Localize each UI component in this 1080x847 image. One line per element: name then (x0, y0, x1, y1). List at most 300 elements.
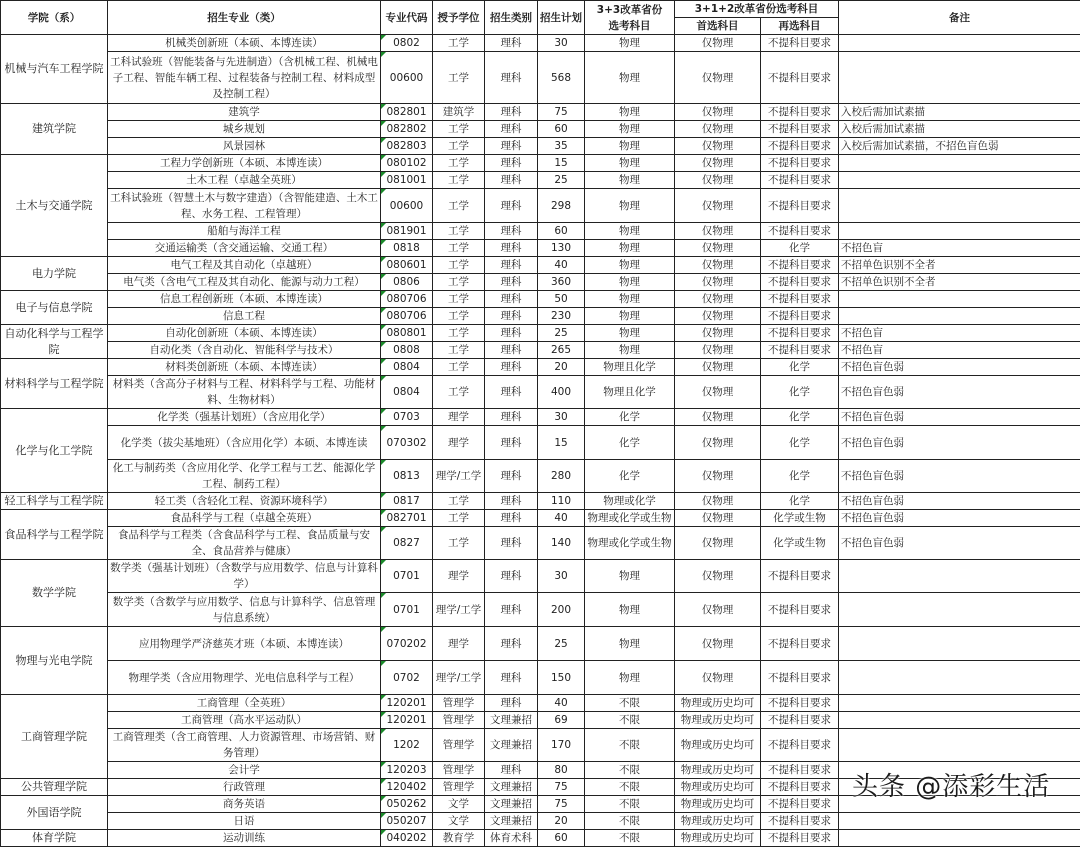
plan-cell: 30 (538, 35, 585, 52)
second-subject-cell: 不提科目要求 (761, 762, 839, 779)
note-cell: 不招色盲色弱 (839, 376, 1080, 409)
table-row (1, 189, 1080, 223)
category-cell: 理科 (485, 762, 538, 779)
degree-cell: 管理学 (433, 695, 485, 712)
plan-cell: 265 (538, 342, 585, 359)
table-row (1, 308, 1080, 325)
first-subject-cell: 仅物理 (675, 493, 761, 510)
note-cell (839, 661, 1080, 695)
second-subject-cell: 不提科目要求 (761, 627, 839, 661)
code-cell: 0818 (381, 240, 433, 257)
second-subject-cell: 不提科目要求 (761, 223, 839, 240)
table-row (1, 460, 1080, 493)
first-subject-cell: 仅物理 (675, 257, 761, 274)
category-cell: 体育术科 (485, 830, 538, 847)
second-subject-cell: 不提科目要求 (761, 695, 839, 712)
code-cell: 080706 (381, 291, 433, 308)
table-row (1, 813, 1080, 830)
major-cell: 化学类（拔尖基地班）（含应用化学）本硕、本博连读 (108, 426, 381, 460)
header-reform312: 3+1+2改革省份选考科目 (675, 1, 839, 18)
note-cell (839, 172, 1080, 189)
header-major: 招生专业（类） (108, 1, 381, 35)
reform33-subject-cell: 不限 (585, 729, 675, 762)
degree-cell: 工学 (433, 138, 485, 155)
reform33-subject-cell: 不限 (585, 796, 675, 813)
college-cell: 化学与化工学院 (1, 409, 108, 493)
plan-cell: 568 (538, 52, 585, 104)
code-cell: 120201 (381, 712, 433, 729)
second-subject-cell: 不提科目要求 (761, 35, 839, 52)
note-cell (839, 712, 1080, 729)
major-cell: 自动化创新班（本硕、本博连读） (108, 325, 381, 342)
plan-cell: 30 (538, 409, 585, 426)
college-cell: 自动化科学与工程学院 (1, 325, 108, 359)
major-cell: 工商管理（全英班） (108, 695, 381, 712)
code-cell: 070302 (381, 426, 433, 460)
second-subject-cell: 化学 (761, 376, 839, 409)
note-cell: 入校后需加试素描 (839, 121, 1080, 138)
second-subject-cell: 不提科目要求 (761, 155, 839, 172)
reform33-subject-cell: 物理 (585, 121, 675, 138)
category-cell: 文理兼招 (485, 796, 538, 813)
major-cell: 材料类创新班（本硕、本博连读） (108, 359, 381, 376)
first-subject-cell: 仅物理 (675, 560, 761, 593)
code-cell: 080706 (381, 308, 433, 325)
watermark: 头条 @添彩生活 (852, 766, 1050, 803)
code-cell: 00600 (381, 52, 433, 104)
table-row (1, 593, 1080, 627)
major-cell: 工商管理（高水平运动队） (108, 712, 381, 729)
major-cell: 轻工类（含轻化工程、资源环境科学） (108, 493, 381, 510)
major-cell: 应用物理学严济慈英才班（本硕、本博连读） (108, 627, 381, 661)
category-cell: 理科 (485, 342, 538, 359)
reform33-subject-cell: 不限 (585, 695, 675, 712)
reform33-subject-cell: 物理 (585, 627, 675, 661)
major-cell: 食品科学与工程类（含食品科学与工程、食品质量与安全、食品营养与健康） (108, 527, 381, 560)
reform33-subject-cell: 物理 (585, 52, 675, 104)
code-cell: 082802 (381, 121, 433, 138)
category-cell: 理科 (485, 223, 538, 240)
degree-cell: 管理学 (433, 779, 485, 796)
degree-cell: 工学 (433, 257, 485, 274)
table-row (1, 627, 1080, 661)
degree-cell: 工学 (433, 376, 485, 409)
college-cell: 公共管理学院 (1, 779, 108, 796)
major-cell: 化学类（强基计划班）（含应用化学） (108, 409, 381, 426)
header-code: 专业代码 (381, 1, 433, 35)
second-subject-cell: 不提科目要求 (761, 593, 839, 627)
code-cell: 0813 (381, 460, 433, 493)
first-subject-cell: 仅物理 (675, 593, 761, 627)
reform33-subject-cell: 物理且化学 (585, 376, 675, 409)
code-cell: 081001 (381, 172, 433, 189)
reform33-subject-cell: 物理 (585, 189, 675, 223)
header-notes: 备注 (839, 1, 1080, 35)
table-row (1, 35, 1080, 52)
plan-cell: 140 (538, 527, 585, 560)
code-cell: 082803 (381, 138, 433, 155)
second-subject-cell: 化学或生物 (761, 527, 839, 560)
degree-cell: 工学 (433, 527, 485, 560)
code-cell: 120402 (381, 779, 433, 796)
category-cell: 理科 (485, 627, 538, 661)
note-cell: 不招色盲色弱 (839, 426, 1080, 460)
plan-cell: 170 (538, 729, 585, 762)
note-cell (839, 560, 1080, 593)
code-cell: 0817 (381, 493, 433, 510)
category-cell: 理科 (485, 257, 538, 274)
degree-cell: 教育学 (433, 830, 485, 847)
table-row (1, 257, 1080, 274)
reform33-subject-cell: 物理 (585, 223, 675, 240)
second-subject-cell: 不提科目要求 (761, 189, 839, 223)
first-subject-cell: 物理或历史均可 (675, 712, 761, 729)
first-subject-cell: 仅物理 (675, 325, 761, 342)
degree-cell: 工学 (433, 35, 485, 52)
degree-cell: 工学 (433, 274, 485, 291)
note-cell (839, 291, 1080, 308)
major-cell: 化工与制药类（含应用化学、化学工程与工艺、能源化学工程、制药工程） (108, 460, 381, 493)
reform33-subject-cell: 物理 (585, 593, 675, 627)
table-row (1, 172, 1080, 189)
plan-cell: 30 (538, 560, 585, 593)
category-cell: 理科 (485, 189, 538, 223)
major-cell: 工商管理类（含工商管理、人力资源管理、市场营销、财务管理） (108, 729, 381, 762)
second-subject-cell: 不提科目要求 (761, 325, 839, 342)
header-reform33 (585, 1, 675, 35)
note-cell: 不招色盲 (839, 325, 1080, 342)
category-cell: 理科 (485, 493, 538, 510)
plan-cell: 400 (538, 376, 585, 409)
first-subject-cell: 仅物理 (675, 376, 761, 409)
category-cell: 理科 (485, 593, 538, 627)
reform33-subject-cell: 物理 (585, 35, 675, 52)
first-subject-cell: 物理或历史均可 (675, 813, 761, 830)
category-cell: 理科 (485, 527, 538, 560)
first-subject-cell: 物理或历史均可 (675, 796, 761, 813)
reform33-subject-cell: 物理 (585, 274, 675, 291)
major-cell: 数学类（含数学与应用数学、信息与计算科学、信息管理与信息系统） (108, 593, 381, 627)
table-row (1, 325, 1080, 342)
second-subject-cell: 不提科目要求 (761, 274, 839, 291)
second-subject-cell: 不提科目要求 (761, 661, 839, 695)
second-subject-cell: 不提科目要求 (761, 104, 839, 121)
code-cell: 050207 (381, 813, 433, 830)
note-cell: 入校后需加试素描 (839, 104, 1080, 121)
table-row (1, 695, 1080, 712)
reform33-subject-cell: 物理 (585, 325, 675, 342)
reform33-subject-cell: 物理 (585, 138, 675, 155)
major-cell: 自动化类（含自动化、智能科学与技术） (108, 342, 381, 359)
note-cell: 不招色盲 (839, 240, 1080, 257)
degree-cell: 工学 (433, 291, 485, 308)
plan-cell: 200 (538, 593, 585, 627)
code-cell: 0806 (381, 274, 433, 291)
plan-cell: 50 (538, 291, 585, 308)
code-cell: 120203 (381, 762, 433, 779)
note-cell: 入校后需加试素描，不招色盲色弱 (839, 138, 1080, 155)
major-cell: 土木工程（卓越全英班） (108, 172, 381, 189)
code-cell: 0804 (381, 376, 433, 409)
major-cell: 电气类（含电气工程及其自动化、能源与动力工程） (108, 274, 381, 291)
category-cell: 理科 (485, 661, 538, 695)
first-subject-cell: 物理或历史均可 (675, 830, 761, 847)
table-row (1, 342, 1080, 359)
reform33-subject-cell: 化学 (585, 460, 675, 493)
reform33-subject-cell: 物理或化学或生物 (585, 527, 675, 560)
category-cell: 理科 (485, 274, 538, 291)
degree-cell: 管理学 (433, 712, 485, 729)
table-body (1, 35, 1080, 847)
table-row (1, 527, 1080, 560)
category-cell: 理科 (485, 52, 538, 104)
header-college: 学院（系） (1, 1, 108, 35)
second-subject-cell: 不提科目要求 (761, 291, 839, 308)
major-cell: 日语 (108, 813, 381, 830)
first-subject-cell: 仅物理 (675, 460, 761, 493)
code-cell: 070202 (381, 627, 433, 661)
reform33-subject-cell: 物理 (585, 342, 675, 359)
table-row (1, 121, 1080, 138)
degree-cell: 建筑学 (433, 104, 485, 121)
reform33-subject-cell: 物理 (585, 661, 675, 695)
note-cell: 不招单色识别不全者 (839, 274, 1080, 291)
reform33-subject-cell: 物理 (585, 560, 675, 593)
note-cell (839, 593, 1080, 627)
note-cell (839, 627, 1080, 661)
category-cell: 理科 (485, 308, 538, 325)
first-subject-cell: 仅物理 (675, 510, 761, 527)
second-subject-cell: 不提科目要求 (761, 308, 839, 325)
reform33-subject-cell: 物理 (585, 155, 675, 172)
reform33-subject-cell: 物理 (585, 291, 675, 308)
second-subject-cell: 不提科目要求 (761, 560, 839, 593)
plan-cell: 15 (538, 426, 585, 460)
second-subject-cell: 不提科目要求 (761, 729, 839, 762)
college-cell: 工商管理学院 (1, 695, 108, 779)
second-subject-cell: 化学 (761, 359, 839, 376)
code-cell: 0802 (381, 35, 433, 52)
first-subject-cell: 仅物理 (675, 426, 761, 460)
plan-cell: 280 (538, 460, 585, 493)
second-subject-cell: 不提科目要求 (761, 138, 839, 155)
table-row (1, 104, 1080, 121)
reform33-subject-cell: 物理或化学 (585, 493, 675, 510)
degree-cell: 工学 (433, 240, 485, 257)
table-row (1, 426, 1080, 460)
note-cell: 不招色盲色弱 (839, 359, 1080, 376)
first-subject-cell: 仅物理 (675, 359, 761, 376)
header-plan: 招生计划 (538, 1, 585, 35)
first-subject-cell: 仅物理 (675, 35, 761, 52)
reform33-subject-cell: 物理 (585, 172, 675, 189)
category-cell: 文理兼招 (485, 779, 538, 796)
major-cell: 食品科学与工程（卓越全英班） (108, 510, 381, 527)
code-cell: 00600 (381, 189, 433, 223)
header-second-subject: 再选科目 (761, 18, 839, 35)
category-cell: 理科 (485, 359, 538, 376)
note-cell: 不招色盲色弱 (839, 527, 1080, 560)
table-row (1, 223, 1080, 240)
code-cell: 080601 (381, 257, 433, 274)
table-row (1, 560, 1080, 593)
code-cell: 080801 (381, 325, 433, 342)
second-subject-cell: 不提科目要求 (761, 172, 839, 189)
degree-cell: 工学 (433, 189, 485, 223)
note-cell: 不招色盲色弱 (839, 409, 1080, 426)
major-cell: 运动训练 (108, 830, 381, 847)
degree-cell: 文学 (433, 813, 485, 830)
college-cell: 食品科学与工程学院 (1, 510, 108, 560)
category-cell: 理科 (485, 172, 538, 189)
first-subject-cell: 仅物理 (675, 308, 761, 325)
plan-cell: 150 (538, 661, 585, 695)
category-cell: 理科 (485, 155, 538, 172)
major-cell: 工程力学创新班（本硕、本博连读） (108, 155, 381, 172)
major-cell: 会计学 (108, 762, 381, 779)
second-subject-cell: 化学 (761, 240, 839, 257)
note-cell (839, 155, 1080, 172)
second-subject-cell: 不提科目要求 (761, 257, 839, 274)
plan-cell: 230 (538, 308, 585, 325)
degree-cell: 理学/工学 (433, 661, 485, 695)
second-subject-cell: 不提科目要求 (761, 712, 839, 729)
plan-cell: 20 (538, 359, 585, 376)
note-cell: 不招色盲色弱 (839, 460, 1080, 493)
note-cell (839, 308, 1080, 325)
note-cell (839, 35, 1080, 52)
reform33-subject-cell: 不限 (585, 762, 675, 779)
plan-cell: 40 (538, 510, 585, 527)
reform33-subject-cell: 不限 (585, 779, 675, 796)
note-cell (839, 52, 1080, 104)
first-subject-cell: 仅物理 (675, 342, 761, 359)
note-cell (839, 830, 1080, 847)
table-row (1, 274, 1080, 291)
table-row (1, 155, 1080, 172)
code-cell: 080102 (381, 155, 433, 172)
major-cell: 机械类创新班（本硕、本博连读） (108, 35, 381, 52)
header-reform33-line1: 3+3改革省份 (586, 2, 673, 18)
plan-cell: 75 (538, 104, 585, 121)
category-cell: 理科 (485, 104, 538, 121)
degree-cell: 工学 (433, 223, 485, 240)
major-cell: 工科试验班（智慧土木与数字建造）（含智能建造、土木工程、水务工程、工程管理） (108, 189, 381, 223)
second-subject-cell: 不提科目要求 (761, 52, 839, 104)
first-subject-cell: 仅物理 (675, 172, 761, 189)
degree-cell: 工学 (433, 308, 485, 325)
plan-cell: 298 (538, 189, 585, 223)
code-cell: 0808 (381, 342, 433, 359)
plan-cell: 360 (538, 274, 585, 291)
table-row (1, 240, 1080, 257)
plan-cell: 25 (538, 172, 585, 189)
table-row (1, 376, 1080, 409)
table-row (1, 138, 1080, 155)
second-subject-cell: 不提科目要求 (761, 121, 839, 138)
plan-cell: 40 (538, 257, 585, 274)
category-cell: 文理兼招 (485, 813, 538, 830)
major-cell: 材料类（含高分子材料与工程、材料科学与工程、功能材料、生物材料） (108, 376, 381, 409)
degree-cell: 工学 (433, 359, 485, 376)
category-cell: 理科 (485, 35, 538, 52)
major-cell: 工科试验班（智能装备与先进制造）（含机械工程、机械电子工程、智能车辆工程、过程装备与控制工程、材料成型及控制工程） (108, 52, 381, 104)
header-degree: 授予学位 (433, 1, 485, 35)
first-subject-cell: 仅物理 (675, 527, 761, 560)
major-cell: 船舶与海洋工程 (108, 223, 381, 240)
college-cell: 电力学院 (1, 257, 108, 291)
plan-cell: 20 (538, 813, 585, 830)
table-row (1, 409, 1080, 426)
first-subject-cell: 仅物理 (675, 138, 761, 155)
second-subject-cell: 化学 (761, 426, 839, 460)
category-cell: 理科 (485, 121, 538, 138)
first-subject-cell: 仅物理 (675, 409, 761, 426)
major-cell: 建筑学 (108, 104, 381, 121)
first-subject-cell: 仅物理 (675, 627, 761, 661)
major-cell: 风景园林 (108, 138, 381, 155)
reform33-subject-cell: 物理且化学 (585, 359, 675, 376)
college-cell: 数学学院 (1, 560, 108, 627)
category-cell: 理科 (485, 409, 538, 426)
note-cell: 不招色盲 (839, 342, 1080, 359)
degree-cell: 管理学 (433, 762, 485, 779)
first-subject-cell: 仅物理 (675, 291, 761, 308)
reform33-subject-cell: 物理 (585, 308, 675, 325)
plan-cell: 80 (538, 762, 585, 779)
second-subject-cell: 化学或生物 (761, 510, 839, 527)
header-reform33-line2: 选考科目 (586, 18, 673, 34)
plan-cell: 15 (538, 155, 585, 172)
second-subject-cell: 不提科目要求 (761, 779, 839, 796)
code-cell: 040202 (381, 830, 433, 847)
major-cell: 信息工程创新班（本硕、本博连读） (108, 291, 381, 308)
category-cell: 理科 (485, 291, 538, 308)
code-cell: 050262 (381, 796, 433, 813)
degree-cell: 理学/工学 (433, 460, 485, 493)
category-cell: 理科 (485, 325, 538, 342)
category-cell: 文理兼招 (485, 712, 538, 729)
first-subject-cell: 物理或历史均可 (675, 779, 761, 796)
plan-cell: 110 (538, 493, 585, 510)
note-cell: 不招单色识别不全者 (839, 257, 1080, 274)
first-subject-cell: 仅物理 (675, 155, 761, 172)
major-cell: 信息工程 (108, 308, 381, 325)
plan-cell: 60 (538, 830, 585, 847)
second-subject-cell: 不提科目要求 (761, 830, 839, 847)
reform33-subject-cell: 物理或化学或生物 (585, 510, 675, 527)
second-subject-cell: 不提科目要求 (761, 796, 839, 813)
college-cell: 机械与汽车工程学院 (1, 35, 108, 104)
category-cell: 理科 (485, 560, 538, 593)
code-cell: 120201 (381, 695, 433, 712)
second-subject-cell: 化学 (761, 460, 839, 493)
code-cell: 081901 (381, 223, 433, 240)
first-subject-cell: 物理或历史均可 (675, 729, 761, 762)
plan-cell: 25 (538, 627, 585, 661)
major-cell: 物理学类（含应用物理学、光电信息科学与工程） (108, 661, 381, 695)
category-cell: 理科 (485, 376, 538, 409)
college-cell: 建筑学院 (1, 104, 108, 155)
degree-cell: 理学 (433, 627, 485, 661)
table-row (1, 712, 1080, 729)
degree-cell: 工学 (433, 342, 485, 359)
note-cell: 不招色盲色弱 (839, 493, 1080, 510)
degree-cell: 工学 (433, 172, 485, 189)
degree-cell: 理学/工学 (433, 593, 485, 627)
degree-cell: 工学 (433, 155, 485, 172)
first-subject-cell: 仅物理 (675, 52, 761, 104)
